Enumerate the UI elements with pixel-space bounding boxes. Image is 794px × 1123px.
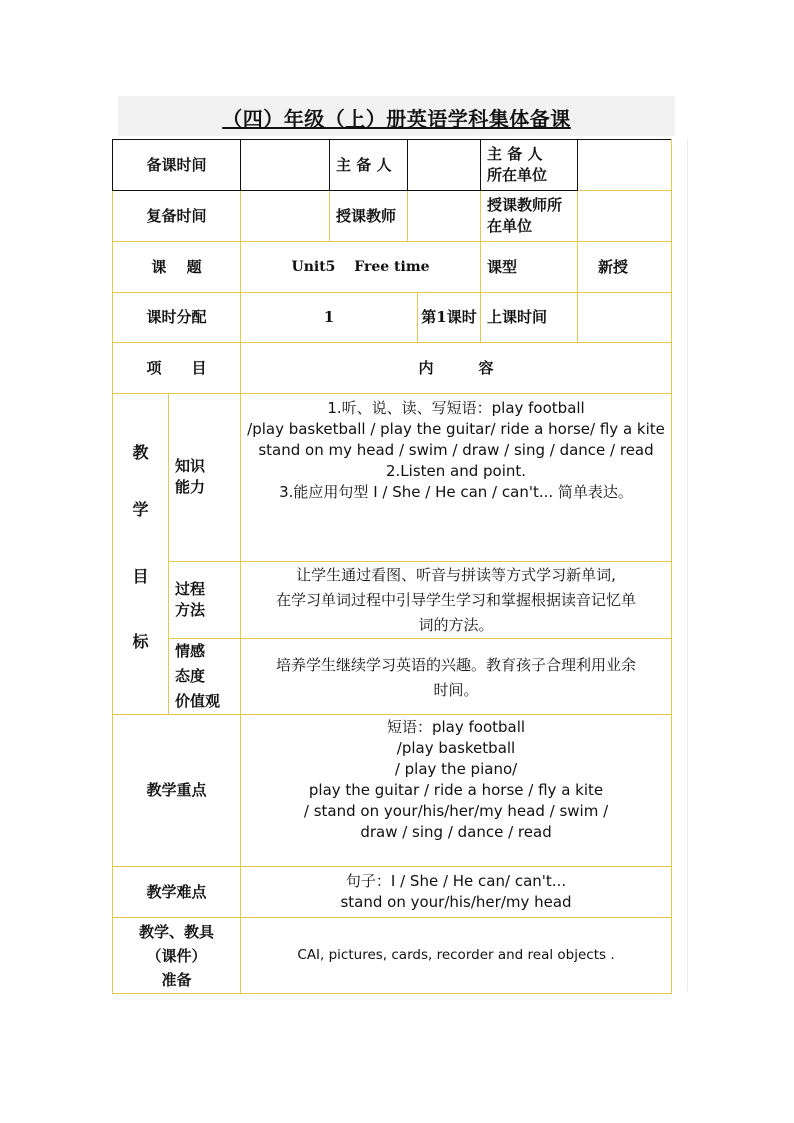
attitude-content <box>241 639 672 715</box>
process-content <box>241 562 672 639</box>
topic-label: 课 题 <box>113 242 241 293</box>
knowledge-line: 2.Listen and point. <box>385 462 527 480</box>
row-difficult-points <box>113 867 672 918</box>
row-key-points <box>113 715 672 867</box>
row-item-header <box>113 343 672 394</box>
class-time-label: 上课时间 <box>481 293 578 343</box>
review-time-label: 复备时间 <box>113 191 241 242</box>
period-value: 1 <box>241 293 418 343</box>
page-title: （四）年级（上）册英语学科集体备课 <box>222 107 571 131</box>
key-point-line: 短语：play football <box>386 718 526 736</box>
main-preparer-value <box>408 140 481 191</box>
objectives-char-1: 教 <box>132 443 149 462</box>
teacher-unit-label: 授课教师所 在单位 <box>481 191 578 242</box>
teacher-unit-value <box>578 191 672 242</box>
knowledge-line: 1.听、说、读、写短语：play football <box>327 399 585 417</box>
key-points-label: 教学重点 <box>113 715 241 867</box>
process-label: 过程 方法 <box>169 562 241 639</box>
difficult-point-line: stand on your/his/her/my head <box>340 893 572 911</box>
process-line: 词的方法。 <box>418 615 494 634</box>
difficult-points-content <box>241 867 672 918</box>
margin-column <box>671 139 688 991</box>
teacher-label: 授课教师 <box>330 191 408 242</box>
main-preparer-label: 主 备 人 <box>330 140 408 191</box>
review-time-value <box>241 191 330 242</box>
knowledge-content <box>241 394 672 562</box>
content-label: 内 容 <box>241 343 672 394</box>
row-review-time <box>113 191 672 242</box>
materials-content: CAI, pictures, cards, recorder and real objects . <box>241 918 672 994</box>
lesson-plan-table <box>112 139 672 994</box>
class-time-value <box>578 293 672 343</box>
prep-time-value <box>241 140 330 191</box>
teacher-value <box>408 191 481 242</box>
key-point-line: / play the piano/ <box>394 760 518 778</box>
row-objectives-process <box>113 562 672 639</box>
objectives-char-4: 标 <box>132 632 149 651</box>
process-line: 在学习单词过程中引导学生学习和掌握根据读音记忆单 <box>276 590 637 609</box>
key-point-line: draw / sing / dance / read <box>360 823 552 841</box>
attitude-line: 时间。 <box>433 681 479 699</box>
key-point-line: /play basketball <box>396 739 516 757</box>
period-label: 课时分配 <box>113 293 241 343</box>
row-objectives-attitude <box>113 639 672 715</box>
attitude-line: 培养学生继续学习英语的兴趣。教育孩子合理利用业余 <box>276 656 637 674</box>
row-materials <box>113 918 672 994</box>
key-points-content <box>241 715 672 867</box>
row-objectives-knowledge <box>113 394 672 562</box>
process-line: 让学生通过看图、听音与拼读等方式学习新单词, <box>296 565 616 584</box>
item-label: 项 目 <box>113 343 241 394</box>
main-preparer-unit-label: 主 备 人 所在单位 <box>481 140 578 191</box>
prep-time-label: 备课时间 <box>113 140 241 191</box>
knowledge-line: 3.能应用句型 I / She / He can / can't... 简单表达。 <box>279 483 633 501</box>
period-number: 第1课时 <box>418 293 481 343</box>
difficult-point-line: 句子：I / She / He can/ can't... <box>345 872 567 890</box>
topic-value: Unit5 Free time <box>241 242 481 293</box>
knowledge-line: stand on my head / swim / draw / sing / dance / read <box>258 441 654 459</box>
knowledge-label: 知识 能力 <box>169 394 241 562</box>
lesson-type-label: 课型 <box>481 242 578 293</box>
objectives-char-2: 学 <box>132 500 149 519</box>
key-point-line: / stand on your/his/her/my head / swim / <box>303 802 609 820</box>
knowledge-line: /play basketball / play the guitar/ ride a horse/ fly a kite <box>247 420 665 438</box>
main-preparer-unit-value <box>578 140 672 191</box>
objectives-side-label <box>113 394 169 715</box>
row-topic <box>113 242 672 293</box>
attitude-label: 情感 态度 价值观 <box>169 639 241 715</box>
materials-label: 教学、教具 （课件） 准备 <box>113 918 241 994</box>
lesson-type-value: 新授 <box>578 242 672 293</box>
difficult-points-label: 教学难点 <box>113 867 241 918</box>
row-prep-time <box>113 140 672 191</box>
key-point-line: play the guitar / ride a horse / fly a kite <box>308 781 604 799</box>
objectives-char-3: 目 <box>132 567 149 586</box>
row-period <box>113 293 672 343</box>
